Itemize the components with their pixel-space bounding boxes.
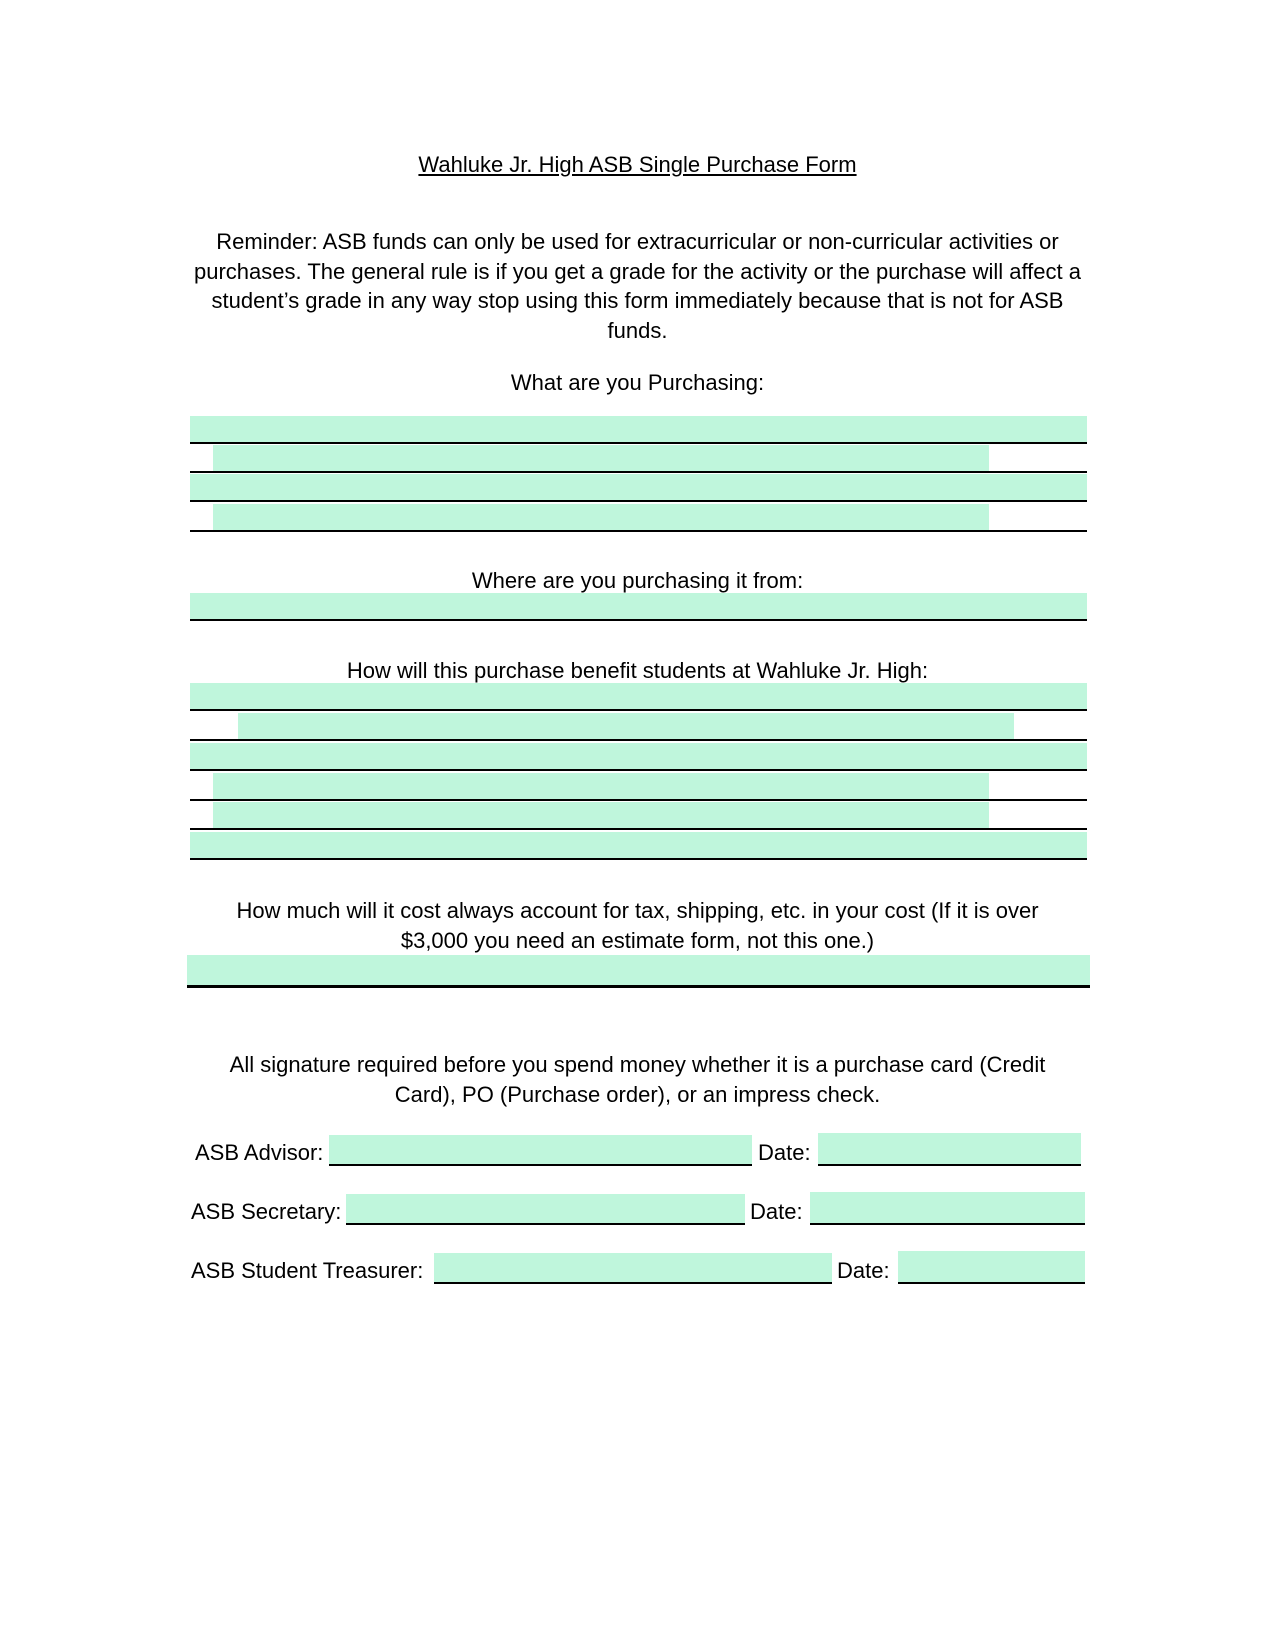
underline bbox=[818, 1164, 1081, 1166]
asb-advisor-date-label: Date: bbox=[758, 1140, 811, 1165]
asb-advisor-signature-field[interactable] bbox=[329, 1135, 752, 1165]
what-purchasing-field-2[interactable] bbox=[213, 445, 989, 471]
underline bbox=[810, 1223, 1085, 1225]
underline bbox=[190, 530, 1087, 532]
underline bbox=[187, 985, 1090, 988]
asb-treasurer-signature-field[interactable] bbox=[434, 1253, 832, 1283]
underline bbox=[190, 442, 1087, 444]
underline bbox=[190, 471, 1087, 473]
asb-secretary-date-label: Date: bbox=[750, 1199, 803, 1224]
reminder-text: Reminder: ASB funds can only be used for extracurricular or non-curricular activities or purchases. The general rule is if you get a grade for the activity or the purchase will affect a student’s grade in any way stop using this form immediately because that is not for ASB funds. bbox=[193, 229, 1081, 343]
underline bbox=[190, 739, 1087, 741]
cost-label: How much will it cost always account for tax, shipping, etc. in your cost (If it is over $3,000 you need an estimate form, not this one.) bbox=[236, 898, 1039, 953]
where-purchasing-field[interactable] bbox=[190, 593, 1087, 619]
asb-advisor-label: ASB Advisor: bbox=[195, 1140, 324, 1165]
underline bbox=[898, 1282, 1085, 1284]
benefit-field-4[interactable] bbox=[213, 773, 989, 799]
asb-secretary-date-field[interactable] bbox=[810, 1192, 1085, 1224]
underline bbox=[190, 799, 1087, 801]
underline bbox=[190, 619, 1087, 621]
form-title: Wahluke Jr. High ASB Single Purchase Form bbox=[418, 152, 857, 177]
asb-treasurer-date-field[interactable] bbox=[898, 1251, 1085, 1283]
asb-treasurer-label: ASB Student Treasurer: bbox=[191, 1258, 424, 1283]
what-purchasing-field-3[interactable] bbox=[190, 474, 1087, 500]
where-purchasing-label: Where are you purchasing it from: bbox=[471, 568, 804, 593]
underline bbox=[190, 769, 1087, 771]
what-purchasing-field-1[interactable] bbox=[190, 416, 1087, 442]
underline bbox=[190, 500, 1087, 502]
asb-treasurer-date-label: Date: bbox=[837, 1258, 890, 1283]
underline bbox=[190, 858, 1087, 860]
underline bbox=[329, 1164, 752, 1166]
underline bbox=[190, 709, 1087, 711]
what-purchasing-field-4[interactable] bbox=[213, 504, 989, 530]
benefit-field-2[interactable] bbox=[238, 713, 1014, 739]
benefit-field-1[interactable] bbox=[190, 683, 1087, 709]
what-purchasing-label: What are you Purchasing: bbox=[510, 370, 765, 395]
underline bbox=[434, 1282, 832, 1284]
benefit-field-5[interactable] bbox=[213, 802, 989, 828]
benefit-field-6[interactable] bbox=[190, 832, 1087, 858]
underline bbox=[190, 828, 1087, 830]
benefit-field-3[interactable] bbox=[190, 743, 1087, 769]
asb-secretary-label: ASB Secretary: bbox=[191, 1199, 342, 1224]
asb-advisor-date-field[interactable] bbox=[818, 1133, 1081, 1165]
asb-secretary-signature-field[interactable] bbox=[346, 1194, 745, 1224]
signature-note: All signature required before you spend money whether it is a purchase card (Credit Card), PO (Purchase order), or an impress check. bbox=[229, 1052, 1046, 1107]
cost-field[interactable] bbox=[187, 955, 1090, 986]
benefit-label: How will this purchase benefit students at Wahluke Jr. High: bbox=[346, 658, 929, 683]
underline bbox=[346, 1223, 745, 1225]
